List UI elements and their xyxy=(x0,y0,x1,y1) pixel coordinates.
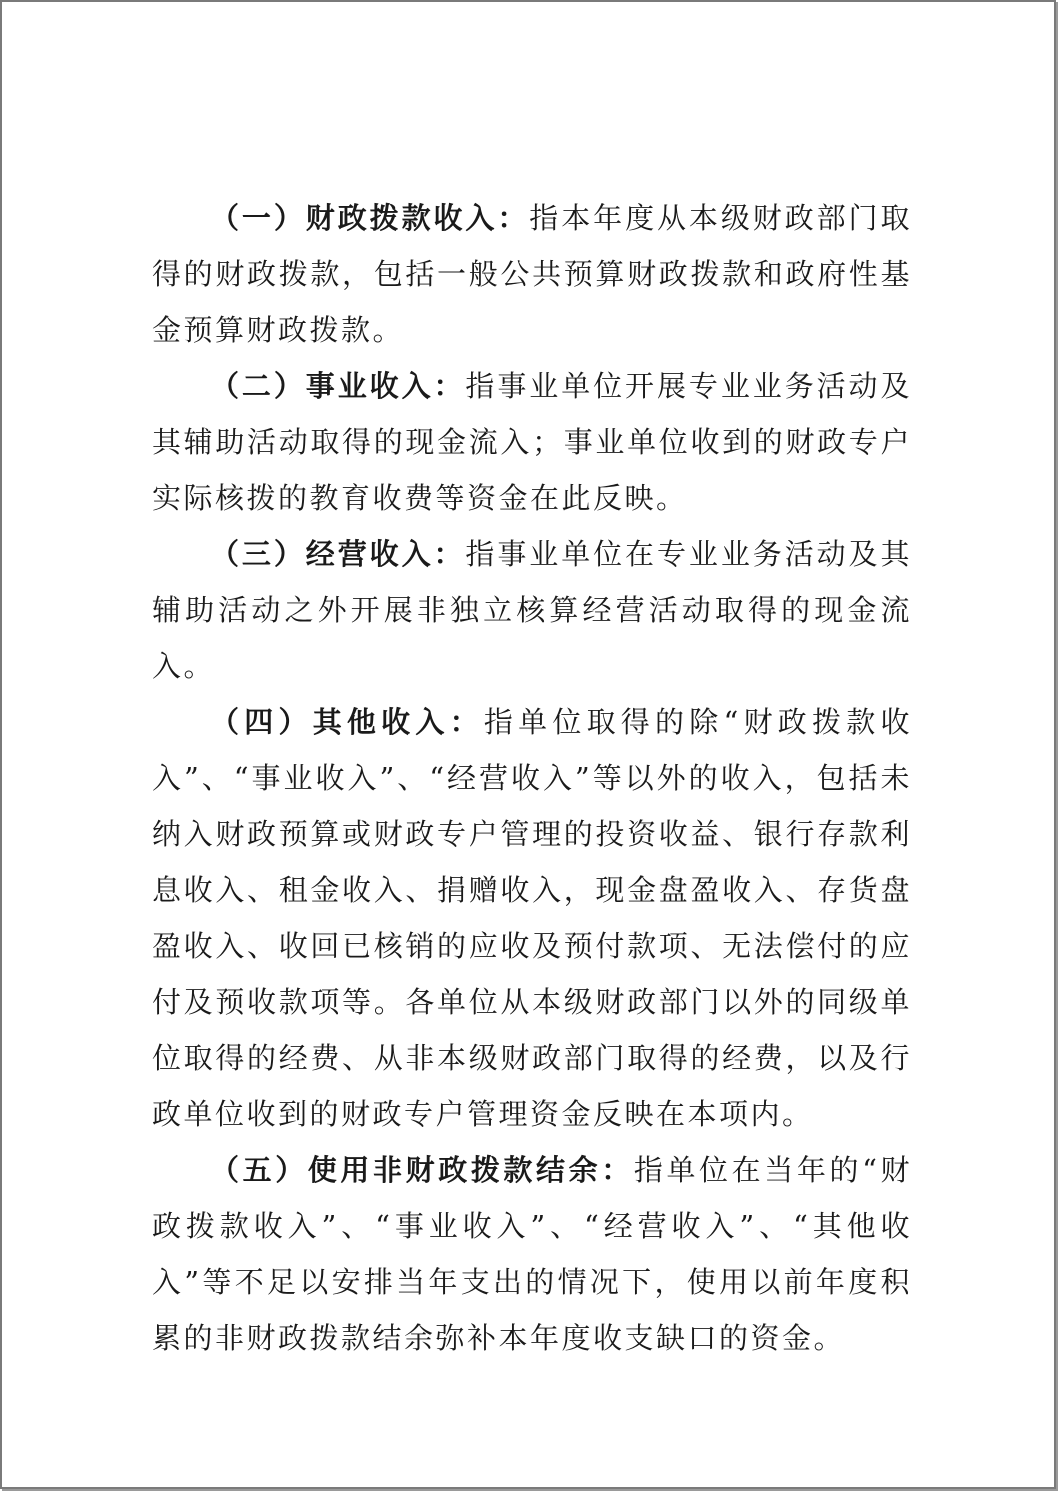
term-heading: （一）财政拨款收入： xyxy=(210,201,530,235)
paragraph-fiscal-appropriation-income xyxy=(152,190,912,358)
term-heading: （五）使用非财政拨款结余： xyxy=(210,1153,634,1187)
term-definition: 指事业单位开展专业业务活动及其辅助活动取得的现金流入；事业单位收到的财政专户实际核拨的教育收费等资金在此反映。 xyxy=(152,369,912,515)
term-definition: 指单位在当年的“财政拨款收入”、“事业收入”、“经营收入”、“其他收入”等不足以安排当年支出的情况下，使用以前年度积累的非财政拨款结余弥补本年度收支缺口的资金。 xyxy=(152,1153,912,1355)
document-body xyxy=(152,190,912,1366)
term-heading: （三）经营收入： xyxy=(210,537,466,571)
paragraph-operating-income xyxy=(152,526,912,694)
term-heading: （四）其他收入： xyxy=(210,705,484,739)
term-definition: 指本年度从本级财政部门取得的财政拨款，包括一般公共预算财政拨款和政府性基金预算财政拨款。 xyxy=(152,201,912,347)
term-definition: 指事业单位在专业业务活动及其辅助活动之外开展非独立核算经营活动取得的现金流入。 xyxy=(152,537,912,683)
term-heading: （二）事业收入： xyxy=(210,369,466,403)
paragraph-other-income xyxy=(152,694,912,1142)
paragraph-non-fiscal-balance-usage xyxy=(152,1142,912,1366)
term-definition: 指单位取得的除“财政拨款收入”、“事业收入”、“经营收入”等以外的收入，包括未纳入财政预算或财政专户管理的投资收益、银行存款利息收入、租金收入、捐赠收入，现金盘盈收入、存货盘盈收入、收回已核销的应收及预付款项、无法偿付的应付及预收款项等。各单位从本级财政部门以外的同级单位取得的经费、从非本级财政部门取得的经费，以及行政单位收到的财政专户管理资金反映在本项内。 xyxy=(152,705,912,1131)
paragraph-business-income xyxy=(152,358,912,526)
